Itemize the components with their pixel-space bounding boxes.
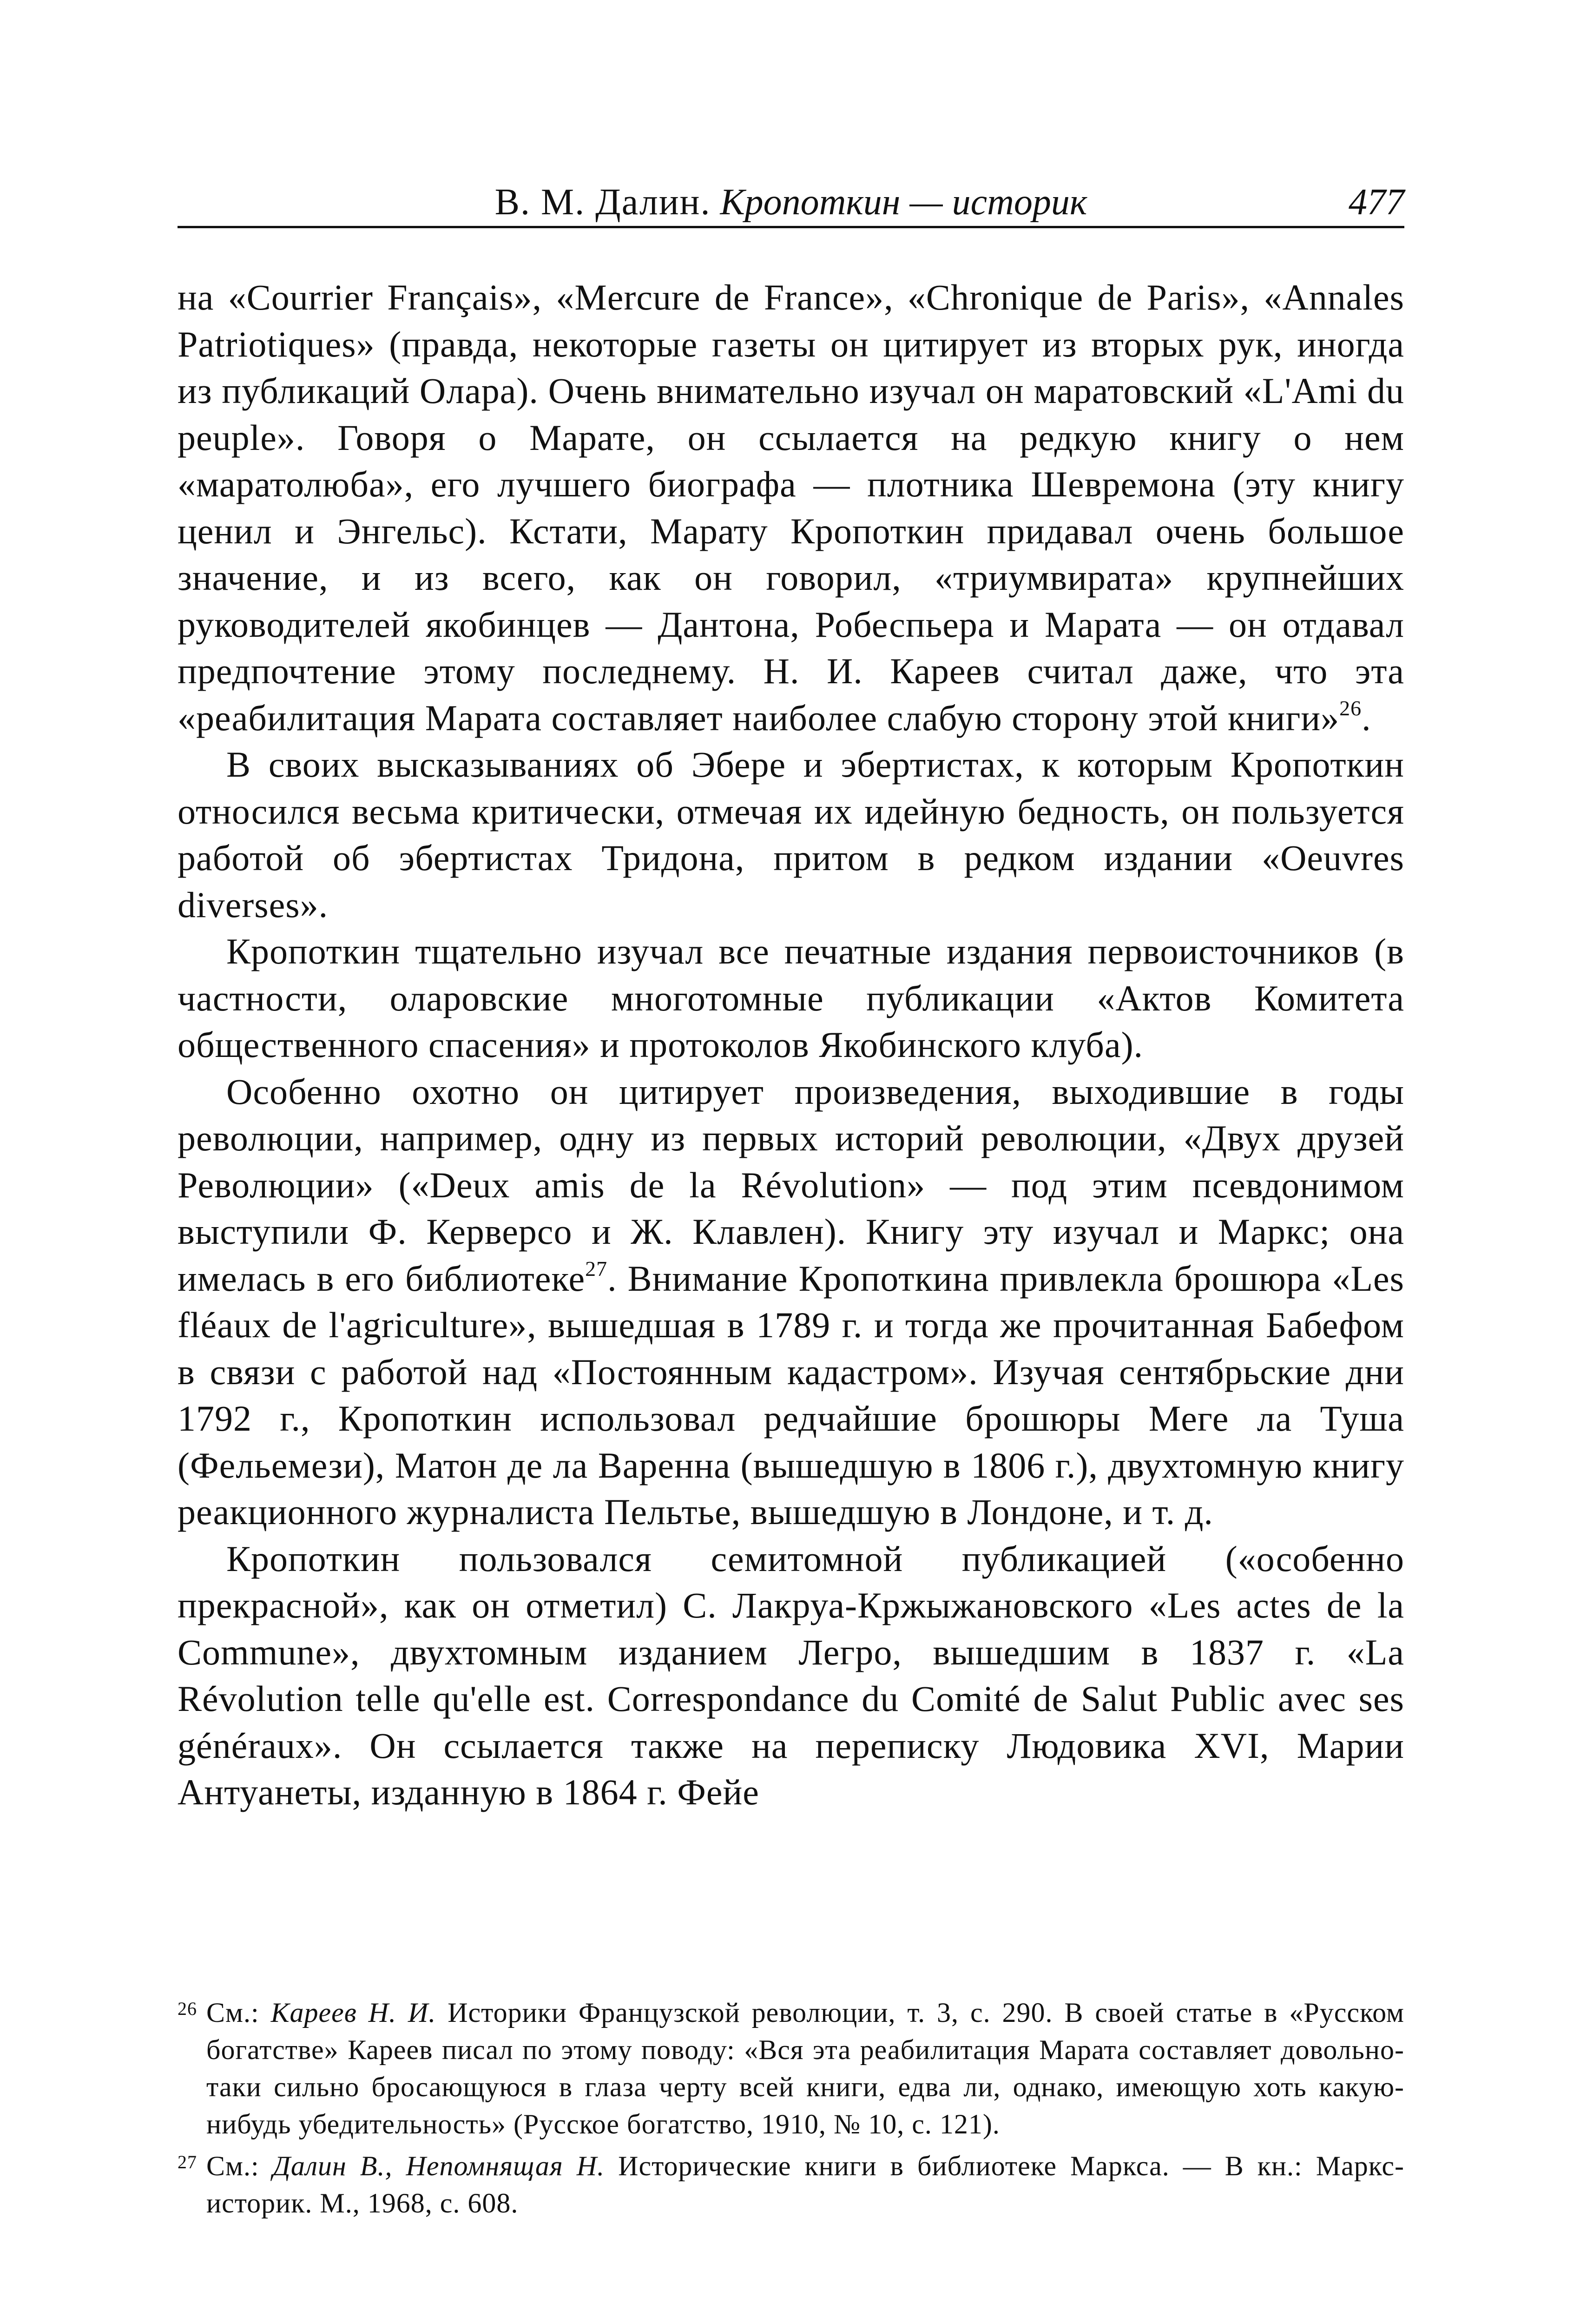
running-head-subtitle: историк — [952, 182, 1087, 223]
footnote-lead: См.: — [206, 2151, 273, 2181]
footnote-authors: Кареев Н. И. — [270, 1997, 436, 2028]
footnotes — [178, 1994, 1404, 2222]
paragraph-5: Кропоткин пользовался семитомной публикацией («особенно прекрасной», как он отметил) С. Лакруа-Кржыжановского «Les actes de la Commune», двухтомным изданием Легро, вышедшим в 1837 г. «La Révolution telle qu'elle est. Correspondance du Comité de Salut Public avec ses généraux». Он ссылается также на переписку Людовика XVI, Марии Антуанеты, изданную в 1864 г. Фейе — [178, 1538, 1404, 1812]
footnote-text: Историки Французской революции, т. 3, с. 290. В своей статье в «Русском богатстве» Кареев писал по этому поводу: «Вся эта реабилитация Марата составляет довольно-таки сильно бросающуюся в глаза черту всей книги, едва ли, однако, имеющую хоть какую-нибудь убедительность» (Русское богатство, 1910, № 10, с. 121). — [206, 1997, 1404, 2139]
header-rule — [178, 226, 1404, 228]
paragraph-1 — [178, 274, 1404, 741]
paragraph-3: Кропоткин тщательно изучал все печатные издания первоисточников (в частности, оларовские многотомные публикации «Актов Комитета общественного спасения» и протоколов Якобинского клуба). — [178, 931, 1404, 1065]
running-head — [178, 181, 1404, 223]
footnote-number: 27 — [178, 2152, 197, 2172]
footnote-ref-27: 27 — [585, 1256, 608, 1281]
paragraph-4-text-b: . Внимание Кропоткина привлекла брошюра «Les fléaux de l'agriculture», вышедшая в 1789 г. и тогда же прочитанная Бабефом в связи с работой над «Постоянным кадастром». Изучая сентябрьские дни 1792 г., Кропоткин использовал редчайшие брошюры Меге ла Туша (Фельемези), Матон де ла Варенна (вышедшую в 1806 г.), двухтомную книгу реакционного журналиста Пельтье, вышедшую в Лондоне, и т. д. — [178, 1258, 1404, 1532]
paragraph-4-text-a: Особенно охотно он цитирует произведения, выходившие в годы революции, например, одну из первых историй революции, «Двух друзей Революции» («Deux amis de la Révolution» — под этим псевдонимом выступили Ф. Керверсо и Ж. Клавлен). Книгу эту изучал и Маркс; она имелась в его библиотеке — [178, 1071, 1404, 1299]
footnote-26 — [178, 1994, 1404, 2143]
footnote-text: Исторические книги в библиотеке Маркса. — В кн.: Маркс-историк. М., 1968, с. 608. — [206, 2151, 1404, 2218]
paragraph-1-end: . — [1362, 697, 1371, 738]
paragraph-2: В своих высказываниях об Эбере и эбертистах, к которым Кропоткин относился весьма критически, отмечая их идейную бедность, он пользуется работой об эбертистах Тридона, притом в редком издании «Oeuvres diverses». — [178, 744, 1404, 925]
running-head-separator: — — [909, 182, 943, 223]
footnote-27 — [178, 2147, 1404, 2222]
page-number: 477 — [1349, 182, 1404, 223]
footnote-lead: См.: — [206, 1997, 271, 2028]
footnote-authors: Далин В., Непомнящая Н. — [272, 2151, 605, 2181]
running-head-title: Кропоткин — [720, 182, 901, 223]
footnote-ref-26: 26 — [1339, 696, 1362, 720]
page-header — [178, 167, 1404, 228]
running-head-author: В. М. Далин. — [494, 182, 711, 223]
paragraph-1-text: на «Courrier Français», «Mercure de France», «Chronique de Paris», «Annales Patriotiques» (правда, некоторые газеты он цитирует из вторых рук, иногда из публикаций Олара). Очень внимательно изучал он маратовский «L'Ami du peuple». Говоря о Марате, он ссылается на редкую книгу о нем «маратолюба», его лучшего биографа — плотника Шевремона (эту книгу ценил и Энгельс). Кстати, Марату Кропоткин придавал очень большое значение, и из всего, как он говорил, «триумвирата» крупнейших руководителей якобинцев — Дантона, Робеспьера и Марата — он отдавал предпочтение этому последнему. Н. И. Кареев считал даже, что эта «реабилитация Марата составляет наиболее слабую сторону этой книги» — [178, 277, 1404, 738]
paragraph-4 — [178, 1069, 1404, 1536]
main-text — [178, 274, 1404, 1816]
footnote-number: 26 — [178, 1998, 197, 2019]
